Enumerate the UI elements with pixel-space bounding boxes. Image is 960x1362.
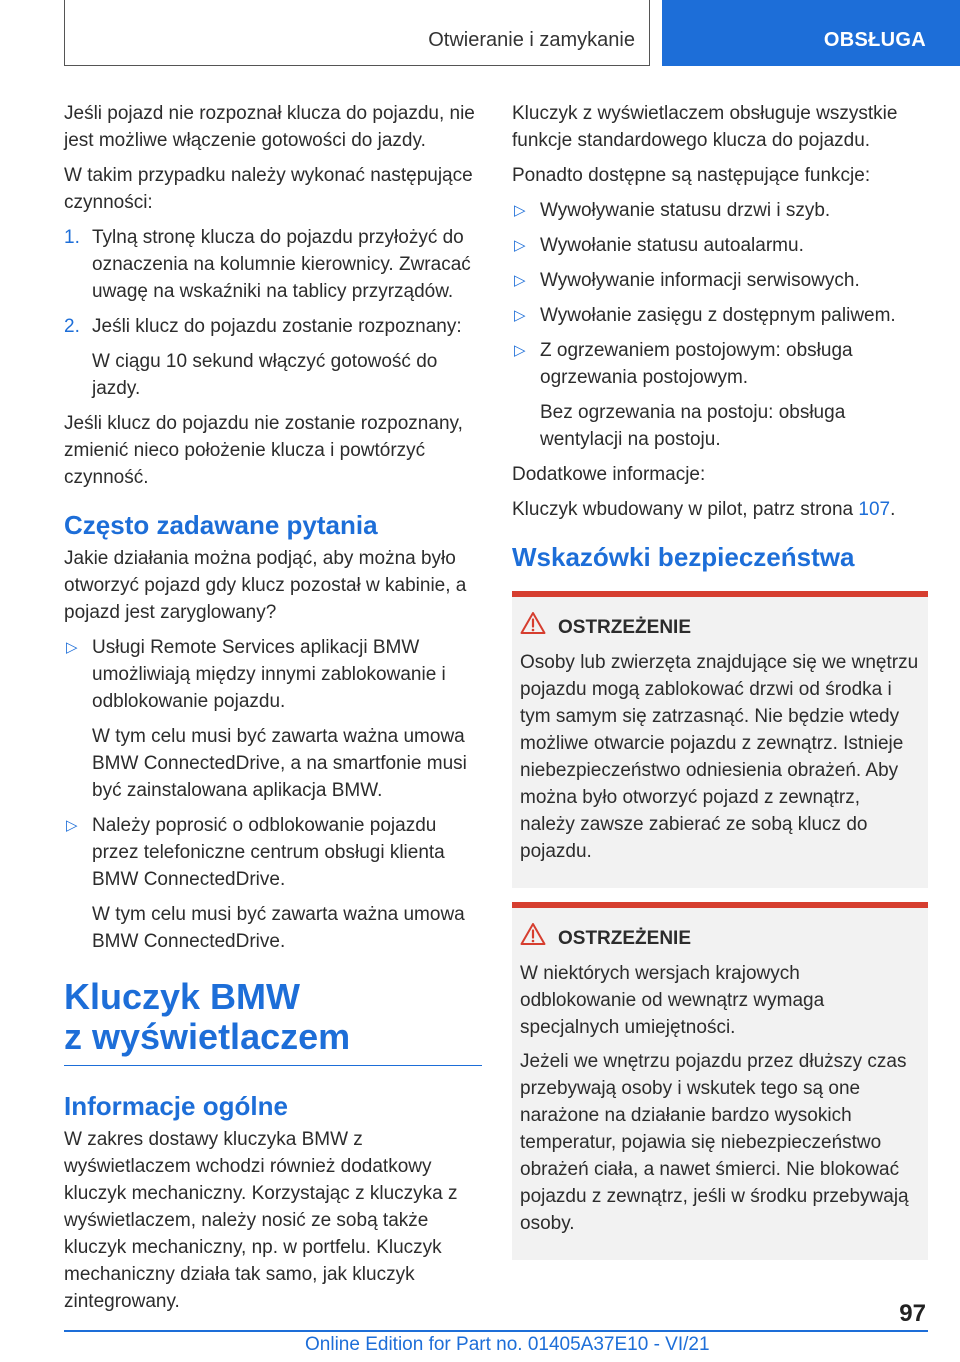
paragraph: Dodatkowe informacje: bbox=[512, 464, 706, 485]
list-item-subtext: W tym celu musi być zawarta ważna umowa BMW ConnectedDrive. bbox=[92, 904, 465, 952]
section-tab-label: OBSŁUGA bbox=[823, 29, 926, 51]
triangle-bullet-icon: ▷ bbox=[514, 342, 526, 359]
step-item bbox=[64, 224, 482, 305]
list-item-text: Z ogrzewaniem postojowym: obsługa ogrzewania postojowym. bbox=[540, 340, 853, 388]
list-item-text: Należy poprosić o odblokowanie pojazdu przez telefoniczne centrum obsługi klienta BMW ConnectedDrive. bbox=[92, 815, 445, 890]
warning-box bbox=[512, 591, 928, 888]
section-title-line1: Kluczyk BMW bbox=[64, 976, 301, 1017]
paragraph: Kluczyk z wyświetlaczem obsługuje wszystkie funkcje standardowego klucza do pojazdu. bbox=[512, 103, 898, 151]
warning-header bbox=[520, 922, 920, 954]
paragraph: Jeśli pojazd nie rozpoznał klucza do pojazdu, nie jest możliwe włączenie gotowości do jazdy. bbox=[64, 103, 475, 151]
page-link[interactable]: 107 bbox=[858, 499, 891, 520]
left-column bbox=[64, 100, 482, 1323]
step-text: Tylną stronę klucza do pojazdu przyłożyć do oznaczenia na kolumnie kierownicy. Zwracać uwagę na wskaźniki na tablicy przyrządów. bbox=[92, 227, 471, 302]
list-item bbox=[512, 337, 928, 391]
triangle-bullet-icon: ▷ bbox=[66, 817, 78, 834]
reference-end: . bbox=[890, 499, 896, 520]
warning-title: OSTRZEŻENIE bbox=[558, 927, 692, 949]
edition-note: Online Edition for Part no. 01405A37E10 - VI/21 bbox=[305, 1334, 710, 1355]
list-item bbox=[512, 232, 928, 259]
general-heading: Informacje ogólne bbox=[64, 1091, 288, 1121]
warning-title: OSTRZEŻENIE bbox=[558, 616, 692, 638]
warning-triangle-icon bbox=[520, 611, 552, 643]
right-column bbox=[512, 100, 928, 1274]
list-item bbox=[512, 302, 928, 329]
list-item-text: Wywołanie zasięgu z dostępnym paliwem. bbox=[540, 305, 896, 326]
faq-question: Jakie działania można podjąć, aby można było otworzyć pojazd gdy klucz pozostał w kabinie, a pojazd jest zaryglowany? bbox=[64, 548, 467, 623]
reference-text: Kluczyk wbudowany w pilot, patrz strona bbox=[512, 499, 854, 520]
footer-divider bbox=[64, 1330, 928, 1332]
section-title-line2: z wyświetlaczem bbox=[64, 1016, 351, 1057]
triangle-bullet-icon: ▷ bbox=[514, 272, 526, 289]
step-number: 2. bbox=[64, 316, 80, 337]
list-item-text: Wywoływanie statusu drzwi i szyb. bbox=[540, 200, 831, 221]
warning-text: W niektórych wersjach krajowych odblokowanie od wewnątrz wymaga specjalnych umiejętności. bbox=[520, 963, 825, 1038]
triangle-bullet-icon: ▷ bbox=[66, 639, 78, 656]
safety-heading: Wskazówki bezpieczeństwa bbox=[512, 542, 855, 572]
list-item-text: Wywoływanie informacji serwisowych. bbox=[540, 270, 860, 291]
paragraph: Jeśli klucz do pojazdu nie zostanie rozpoznany, zmienić nieco położenie klucza i powtórzyć czynność. bbox=[64, 413, 463, 488]
paragraph: W zakres dostawy kluczyka BMW z wyświetlaczem wchodzi również dodatkowy kluczyk mechaniczny. Korzystając z kluczyka z wyświetlaczem, należy nosić ze sobą także kluczyk mechaniczny, np. w portfelu. Kluczyk mechaniczny działa tak samo, jak kluczyk zintegrowany. bbox=[64, 1129, 458, 1312]
triangle-bullet-icon: ▷ bbox=[514, 307, 526, 324]
step-text: Jeśli klucz do pojazdu zostanie rozpoznany: bbox=[92, 316, 462, 337]
page-reference bbox=[512, 496, 928, 523]
section-title bbox=[64, 977, 482, 1066]
list-item bbox=[512, 197, 928, 224]
list-item-subtext: W tym celu musi być zawarta ważna umowa BMW ConnectedDrive, a na smartfonie musi być zainstalowana aplikacja BMW. bbox=[92, 726, 467, 801]
page-header bbox=[0, 0, 960, 66]
warning-box bbox=[512, 902, 928, 1260]
step-number: 1. bbox=[64, 227, 80, 248]
warning-text: Osoby lub zwierzęta znajdujące się we wnętrzu pojazdu mogą zablokować drzwi od środka i tym samym się zatrzasnąć. Nie będzie wtedy możliwe otwarcie pojazdu z zewnątrz. Istnieje niebezpieczeństwo odniesienia obrażeń. Aby można było otworzyć pojazd z zewnątrz, należy zawsze zabierać ze sobą klucz do pojazdu. bbox=[520, 652, 919, 862]
list-item bbox=[512, 267, 928, 294]
page-number: 97 bbox=[899, 1300, 926, 1327]
triangle-bullet-icon: ▷ bbox=[514, 237, 526, 254]
warning-header bbox=[520, 611, 920, 643]
list-item bbox=[64, 634, 482, 715]
step-subtext: W ciągu 10 sekund włączyć gotowość do jazdy. bbox=[92, 351, 438, 399]
list-item bbox=[64, 812, 482, 893]
header-chapter-box bbox=[64, 0, 650, 66]
paragraph: Ponadto dostępne są następujące funkcje: bbox=[512, 165, 871, 186]
section-tab[interactable] bbox=[662, 0, 960, 66]
step-item bbox=[64, 313, 482, 340]
list-item-text: Usługi Remote Services aplikacji BMW umożliwiają między innymi zablokowanie i odblokowanie pojazdu. bbox=[92, 637, 446, 712]
warning-text: Jeżeli we wnętrzu pojazdu przez dłuższy czas przebywają osoby i wskutek tego są one narażone na działanie bardzo wysokich temperatur, pojawia się niebezpieczeństwo obrażeń ciała, a nawet śmierci. Nie blokować pojazdu z zewnątrz, jeśli w środku przebywają osoby. bbox=[520, 1051, 909, 1234]
paragraph: W takim przypadku należy wykonać następujące czynności: bbox=[64, 165, 473, 213]
warning-triangle-icon bbox=[520, 922, 552, 954]
triangle-bullet-icon: ▷ bbox=[514, 202, 526, 219]
chapter-title: Otwieranie i zamykanie bbox=[428, 29, 635, 51]
list-item-subtext: Bez ogrzewania na postoju: obsługa wentylacji na postoju. bbox=[540, 402, 846, 450]
faq-heading: Często zadawane pytania bbox=[64, 510, 378, 540]
list-item-text: Wywołanie statusu autoalarmu. bbox=[540, 235, 804, 256]
